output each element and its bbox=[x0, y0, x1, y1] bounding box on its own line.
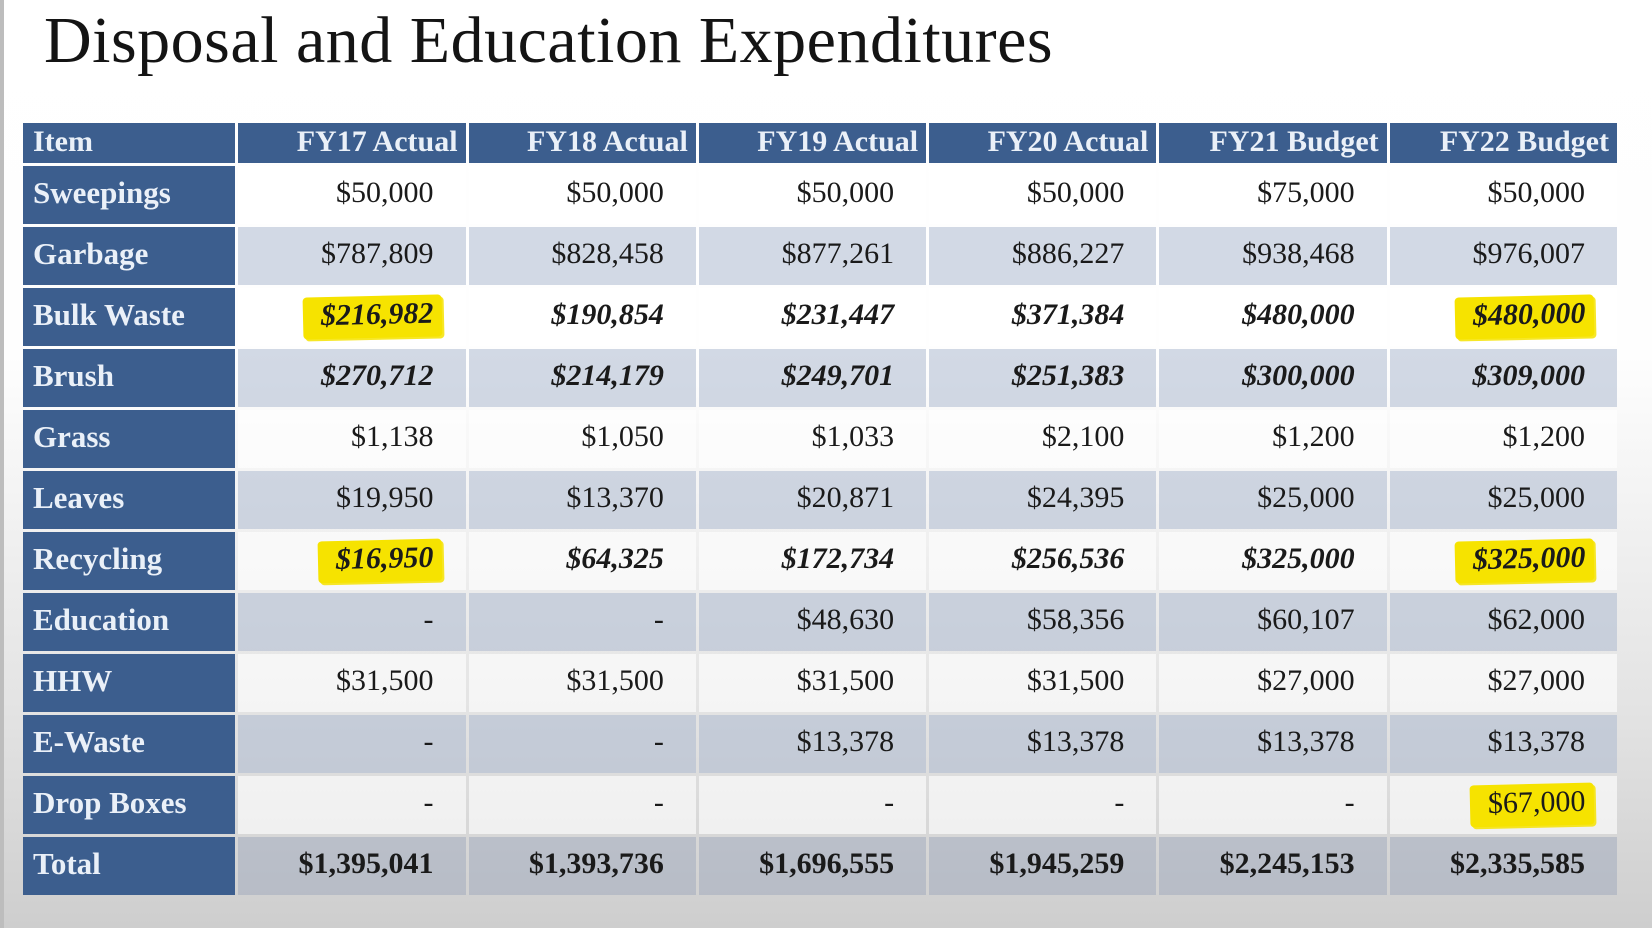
cell-value: $19,950 bbox=[336, 481, 434, 514]
cell-value: - bbox=[653, 725, 664, 758]
cell-value: $828,458 bbox=[551, 237, 664, 270]
value-cell bbox=[699, 715, 926, 773]
value-cell bbox=[929, 227, 1156, 285]
cell-value: $309,000 bbox=[1472, 359, 1585, 392]
value-cell bbox=[929, 776, 1156, 834]
cell-value: $2,245,153 bbox=[1219, 847, 1355, 880]
value-cell bbox=[238, 227, 465, 285]
value-cell bbox=[1159, 715, 1386, 773]
value-cell bbox=[929, 532, 1156, 590]
cell-value: $886,227 bbox=[1011, 237, 1125, 270]
value-cell bbox=[929, 166, 1156, 224]
row-label: Brush bbox=[23, 349, 235, 407]
cell-value: $877,261 bbox=[781, 237, 895, 270]
row-label: HHW bbox=[23, 654, 235, 712]
value-cell bbox=[699, 288, 926, 346]
cell-value: $325,000 bbox=[1242, 542, 1355, 575]
value-cell bbox=[929, 654, 1156, 712]
value-cell bbox=[699, 593, 926, 651]
cell-value: $1,033 bbox=[811, 420, 895, 453]
cell-value: $60,107 bbox=[1257, 603, 1355, 636]
highlight-mark: $16,950 bbox=[318, 539, 442, 584]
value-cell bbox=[469, 837, 696, 895]
value-cell bbox=[929, 471, 1156, 529]
cell-value: - bbox=[884, 786, 895, 819]
value-cell bbox=[238, 715, 465, 773]
value-cell bbox=[238, 471, 465, 529]
value-cell bbox=[238, 166, 465, 224]
table-row bbox=[23, 776, 1617, 834]
cell-value: $24,395 bbox=[1026, 481, 1125, 514]
cell-value: $2,335,585 bbox=[1450, 847, 1585, 880]
col-header-fy18-actual: FY18 Actual bbox=[469, 123, 696, 163]
col-header-fy19-actual: FY19 Actual bbox=[699, 123, 926, 163]
cell-value: $20,871 bbox=[796, 481, 895, 514]
cell-value: $1,945,259 bbox=[989, 847, 1125, 880]
row-label: Drop Boxes bbox=[23, 776, 235, 834]
value-cell bbox=[1159, 654, 1386, 712]
value-cell bbox=[699, 227, 926, 285]
value-cell bbox=[699, 776, 926, 834]
value-cell bbox=[238, 288, 465, 346]
expenditures-table bbox=[20, 120, 1620, 898]
cell-value: $31,500 bbox=[1026, 664, 1125, 697]
cell-value: $249,701 bbox=[781, 359, 895, 392]
header-row bbox=[23, 123, 1617, 163]
value-cell bbox=[699, 410, 926, 468]
value-cell bbox=[1390, 227, 1617, 285]
col-header-fy17-actual: FY17 Actual bbox=[238, 123, 465, 163]
cell-value: $50,000 bbox=[336, 176, 434, 209]
cell-value: $13,370 bbox=[566, 481, 664, 514]
expenditure-table-body bbox=[23, 166, 1617, 895]
cell-value: $1,200 bbox=[1502, 420, 1585, 453]
cell-value: $256,536 bbox=[1011, 542, 1125, 575]
value-cell bbox=[1390, 288, 1617, 346]
cell-value: $976,007 bbox=[1472, 237, 1585, 270]
col-header-fy21-budget: FY21 Budget bbox=[1159, 123, 1386, 163]
value-cell bbox=[469, 227, 696, 285]
cell-value: - bbox=[1344, 786, 1355, 819]
value-cell bbox=[238, 654, 465, 712]
value-cell bbox=[929, 715, 1156, 773]
table-row bbox=[23, 349, 1617, 407]
value-cell bbox=[469, 776, 696, 834]
value-cell bbox=[1390, 776, 1617, 834]
highlight-mark: $67,000 bbox=[1469, 783, 1593, 828]
table-row bbox=[23, 532, 1617, 590]
cell-value: $371,384 bbox=[1011, 298, 1125, 331]
value-cell bbox=[1159, 349, 1386, 407]
value-cell bbox=[1390, 837, 1617, 895]
value-cell bbox=[1390, 471, 1617, 529]
cell-value: $1,393,736 bbox=[528, 847, 664, 880]
value-cell bbox=[1390, 654, 1617, 712]
value-cell bbox=[1159, 227, 1386, 285]
table-row bbox=[23, 227, 1617, 285]
table-row bbox=[23, 288, 1617, 346]
value-cell bbox=[699, 166, 926, 224]
cell-value: $13,378 bbox=[1257, 725, 1355, 758]
value-cell bbox=[469, 471, 696, 529]
cell-value: $1,200 bbox=[1272, 420, 1355, 453]
value-cell bbox=[469, 166, 696, 224]
highlight-mark: $325,000 bbox=[1454, 538, 1593, 583]
value-cell bbox=[1159, 593, 1386, 651]
highlight-mark: $216,982 bbox=[303, 294, 442, 339]
cell-value: $50,000 bbox=[796, 176, 895, 209]
value-cell bbox=[469, 593, 696, 651]
cell-value: $31,500 bbox=[566, 664, 664, 697]
value-cell bbox=[699, 532, 926, 590]
cell-value: $13,378 bbox=[1026, 725, 1125, 758]
cell-value: $27,000 bbox=[1487, 664, 1585, 697]
cell-value: $25,000 bbox=[1487, 481, 1585, 514]
value-cell bbox=[469, 410, 696, 468]
cell-value: $214,179 bbox=[551, 359, 664, 392]
cell-value: $31,500 bbox=[336, 664, 434, 697]
row-label: E-Waste bbox=[23, 715, 235, 773]
col-header-fy22-budget: FY22 Budget bbox=[1390, 123, 1617, 163]
table-header bbox=[23, 123, 1617, 163]
cell-value: $64,325 bbox=[566, 542, 664, 575]
value-cell bbox=[699, 471, 926, 529]
cell-value: $1,138 bbox=[351, 420, 434, 453]
table-row bbox=[23, 654, 1617, 712]
value-cell bbox=[469, 349, 696, 407]
value-cell bbox=[929, 349, 1156, 407]
cell-value: $231,447 bbox=[781, 298, 895, 331]
value-cell bbox=[469, 288, 696, 346]
value-cell bbox=[1390, 166, 1617, 224]
cell-value: - bbox=[653, 603, 664, 636]
value-cell bbox=[469, 715, 696, 773]
cell-value: $48,630 bbox=[796, 603, 895, 636]
cell-value: - bbox=[653, 786, 664, 819]
cell-value: $1,050 bbox=[581, 420, 664, 453]
table-row bbox=[23, 166, 1617, 224]
value-cell bbox=[238, 593, 465, 651]
cell-value: - bbox=[423, 725, 434, 758]
row-label: Recycling bbox=[23, 532, 235, 590]
cell-value: $50,000 bbox=[566, 176, 664, 209]
cell-value: $300,000 bbox=[1242, 359, 1355, 392]
value-cell bbox=[1390, 715, 1617, 773]
table-row bbox=[23, 715, 1617, 773]
cell-value: $938,468 bbox=[1242, 237, 1355, 270]
value-cell bbox=[1159, 776, 1386, 834]
value-cell bbox=[1159, 288, 1386, 346]
cell-value: $270,712 bbox=[321, 359, 434, 392]
cell-value: $1,395,041 bbox=[298, 847, 434, 880]
table-row bbox=[23, 837, 1617, 895]
cell-value: $480,000 bbox=[1242, 298, 1355, 331]
value-cell bbox=[469, 654, 696, 712]
cell-value: $25,000 bbox=[1257, 481, 1355, 514]
col-header-fy20-actual: FY20 Actual bbox=[929, 123, 1156, 163]
row-label: Grass bbox=[23, 410, 235, 468]
cell-value: $75,000 bbox=[1257, 176, 1355, 209]
value-cell bbox=[929, 837, 1156, 895]
value-cell bbox=[238, 532, 465, 590]
value-cell bbox=[238, 776, 465, 834]
cell-value: $787,809 bbox=[321, 237, 434, 270]
value-cell bbox=[929, 593, 1156, 651]
table-row bbox=[23, 410, 1617, 468]
cell-value: $13,378 bbox=[1487, 725, 1585, 758]
value-cell bbox=[699, 349, 926, 407]
cell-value: $50,000 bbox=[1026, 176, 1125, 209]
value-cell bbox=[1390, 532, 1617, 590]
value-cell bbox=[238, 837, 465, 895]
value-cell bbox=[1390, 410, 1617, 468]
value-cell bbox=[929, 410, 1156, 468]
row-label: Sweepings bbox=[23, 166, 235, 224]
col-header-item: Item bbox=[23, 123, 235, 163]
value-cell bbox=[1390, 593, 1617, 651]
value-cell bbox=[699, 837, 926, 895]
row-label: Total bbox=[23, 837, 235, 895]
value-cell bbox=[699, 654, 926, 712]
value-cell bbox=[1159, 166, 1386, 224]
highlight-mark: $480,000 bbox=[1454, 294, 1593, 339]
cell-value: $50,000 bbox=[1487, 176, 1585, 209]
cell-value: - bbox=[423, 786, 434, 819]
value-cell bbox=[1159, 837, 1386, 895]
cell-value: $27,000 bbox=[1257, 664, 1355, 697]
row-label: Education bbox=[23, 593, 235, 651]
value-cell bbox=[929, 288, 1156, 346]
value-cell bbox=[238, 349, 465, 407]
value-cell bbox=[469, 532, 696, 590]
value-cell bbox=[1159, 410, 1386, 468]
slide-left-edge bbox=[0, 0, 4, 928]
value-cell bbox=[1390, 349, 1617, 407]
value-cell bbox=[1159, 471, 1386, 529]
cell-value: $2,100 bbox=[1041, 420, 1125, 453]
row-label: Bulk Waste bbox=[23, 288, 235, 346]
table-row bbox=[23, 471, 1617, 529]
cell-value: $62,000 bbox=[1487, 603, 1585, 636]
value-cell bbox=[238, 410, 465, 468]
row-label: Leaves bbox=[23, 471, 235, 529]
cell-value: $58,356 bbox=[1026, 603, 1125, 636]
table-row bbox=[23, 593, 1617, 651]
cell-value: - bbox=[1114, 786, 1125, 819]
value-cell bbox=[1159, 532, 1386, 590]
cell-value: $190,854 bbox=[551, 298, 664, 331]
slide-title: Disposal and Education Expenditures bbox=[44, 4, 1054, 77]
cell-value: $13,378 bbox=[796, 725, 895, 758]
cell-value: $251,383 bbox=[1011, 359, 1125, 392]
cell-value: $1,696,555 bbox=[759, 847, 895, 880]
cell-value: $31,500 bbox=[796, 664, 895, 697]
cell-value: - bbox=[423, 603, 434, 636]
row-label: Garbage bbox=[23, 227, 235, 285]
cell-value: $172,734 bbox=[781, 542, 895, 575]
